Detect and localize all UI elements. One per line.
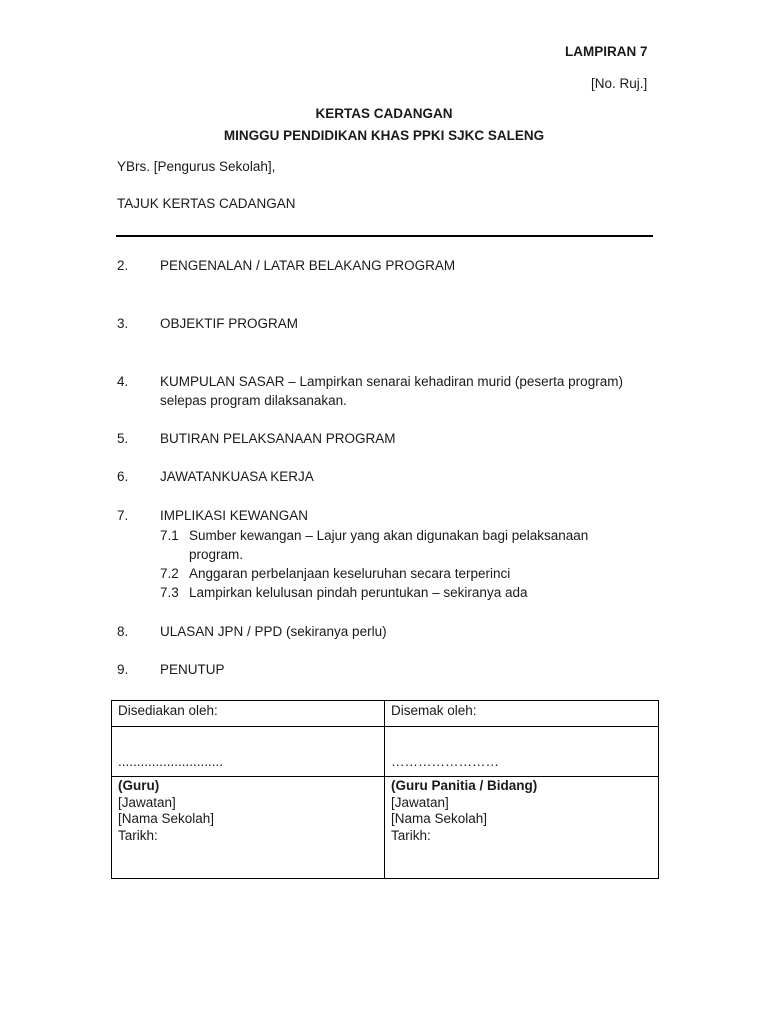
section-number: 4. [117,374,129,389]
document-subtitle: MINGGU PENDIDIKAN KHAS PPKI SJKC SALENG [223,128,545,143]
reviewed-role: (Guru Panitia / Bidang) [391,778,538,793]
section-number: 3. [117,316,129,331]
prepared-by-details [112,777,385,879]
section-heading: BUTIRAN PELAKSANAAN PROGRAM [160,431,396,446]
subsection-text-continued: program. [189,547,244,562]
section-heading: IMPLIKASI KEWANGAN [160,508,309,523]
reviewed-position: [Jawatan] [391,794,449,810]
subsection-number: 7.2 [160,566,179,581]
proposal-title: TAJUK KERTAS CADANGAN [117,196,296,211]
section-heading: JAWATANKUASA KERJA [160,469,314,484]
section-number: 8. [117,624,129,639]
subsection-text: Anggaran perbelanjaan keseluruhan secara terperinci [189,566,511,581]
section-number: 6. [117,469,129,484]
section-number: 5. [117,431,129,446]
section-heading: PENGENALAN / LATAR BELAKANG PROGRAM [160,258,456,273]
prepared-position: [Jawatan] [118,794,176,810]
section-number: 2. [117,258,129,273]
section-heading: PENUTUP [160,662,225,677]
reviewed-school: [Nama Sekolah] [391,811,488,826]
signature-table [111,700,659,879]
prepared-by-header: Disediakan oleh: [112,701,385,727]
reference-number: [No. Ruj.] [591,76,648,91]
prepared-role: (Guru) [118,778,160,793]
document-title: KERTAS CADANGAN [315,106,453,121]
reviewed-by-details [385,777,659,879]
subsection-text: Lampirkan kelulusan pindah peruntukan – sekiranya ada [189,585,528,600]
subsection-text: Sumber kewangan – Lajur yang akan digunakan bagi pelaksanaan [189,528,589,543]
subsection-number: 7.1 [160,528,179,543]
section-heading: ULASAN JPN / PPD (sekiranya perlu) [160,624,387,639]
divider-line [116,235,653,237]
reviewed-date: Tarikh: [391,827,431,843]
section-number: 7. [117,508,129,523]
prepared-school: [Nama Sekolah] [118,811,215,826]
reviewed-by-header: Disemak oleh: [385,701,659,727]
prepared-signature-line: ............................ [112,727,385,777]
subsection-number: 7.3 [160,585,179,600]
reviewed-signature-line: …………………… [385,727,659,777]
section-heading: OBJEKTIF PROGRAM [160,316,299,331]
salutation: YBrs. [Pengurus Sekolah], [117,159,276,174]
section-paragraph: KUMPULAN SASAR – Lampirkan senarai kehadiran murid (peserta program) selepas program dilaksanakan. [160,374,623,408]
appendix-label: LAMPIRAN 7 [565,44,648,59]
prepared-date: Tarikh: [118,827,158,843]
section-number: 9. [117,662,129,677]
